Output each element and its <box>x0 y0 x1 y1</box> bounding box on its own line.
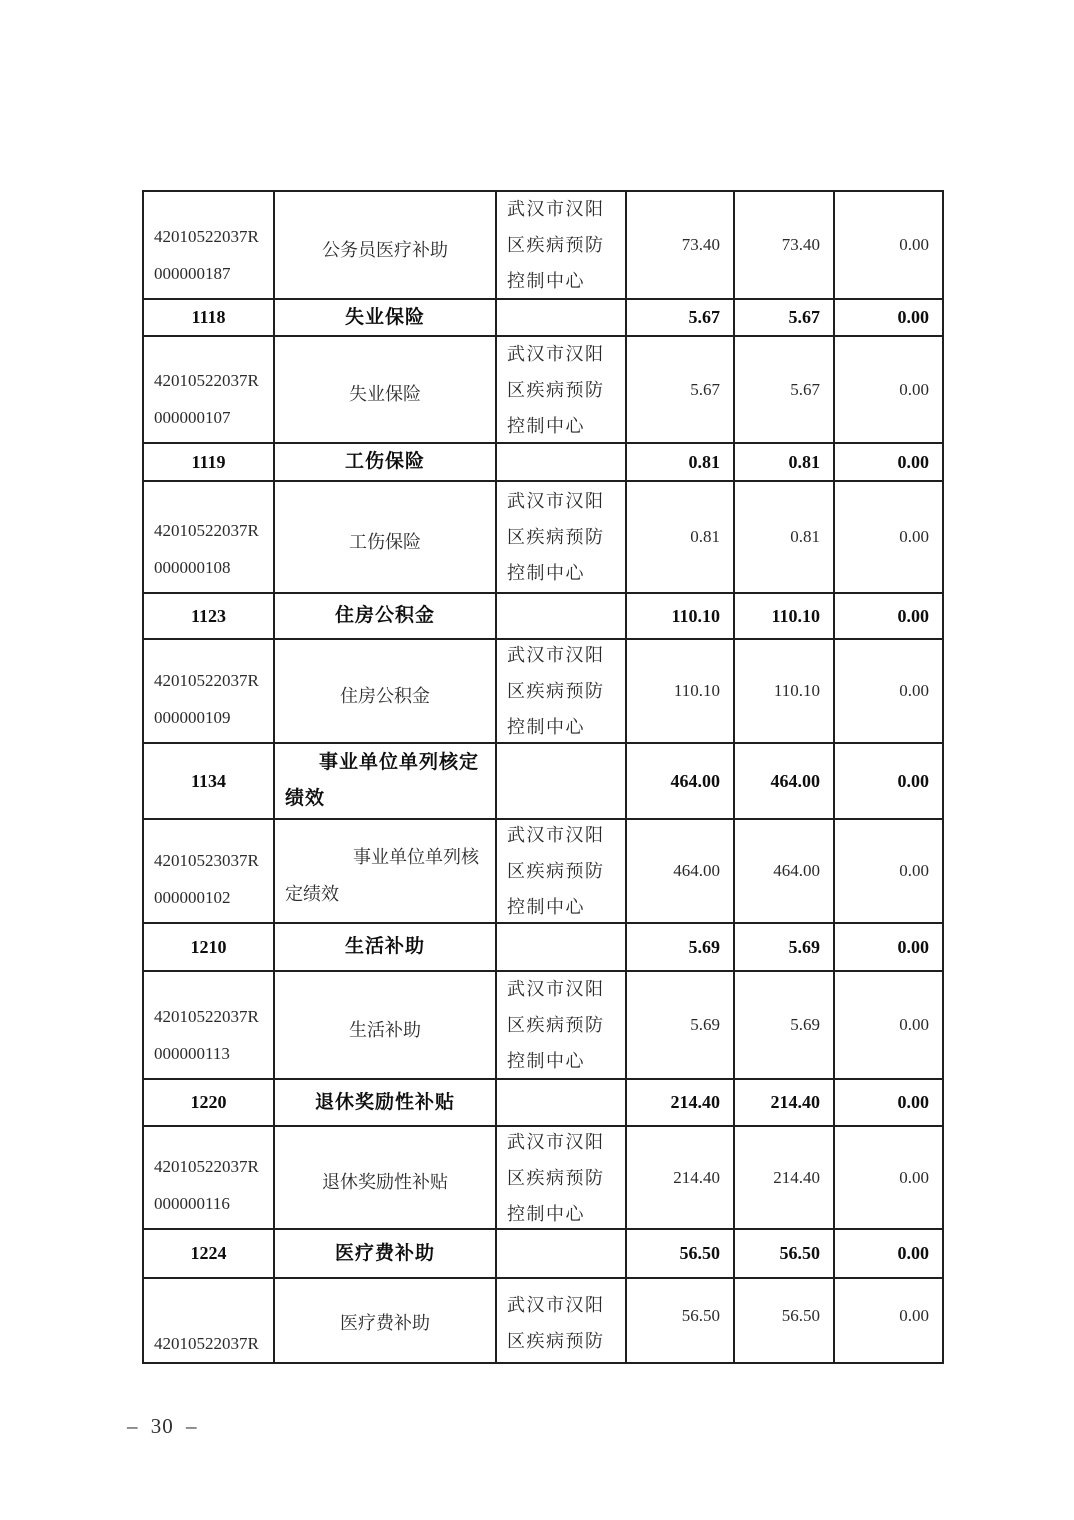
code-line: 42010523037R <box>154 851 259 870</box>
value-cell <box>835 744 944 820</box>
unit-line: 区疾病预防 <box>507 235 605 255</box>
value-text: 5.67 <box>788 307 820 327</box>
value-text: 5.67 <box>688 307 720 327</box>
name-cell <box>275 1080 497 1127</box>
code-line: 000000116 <box>154 1194 230 1213</box>
name-cell <box>275 1127 497 1230</box>
unit-line: 控制中心 <box>507 1203 585 1224</box>
unit-cell <box>497 482 627 594</box>
value-cell <box>735 444 835 482</box>
name-line: 住房公积金 <box>334 605 435 626</box>
name-cell <box>275 820 497 924</box>
unit-line: 区疾病预防 <box>507 861 605 881</box>
name-line: 退休奖励性补贴 <box>314 1091 455 1113</box>
value-cell <box>627 192 735 300</box>
unit-line: 区疾病预防 <box>507 681 605 701</box>
value-cell <box>735 924 835 972</box>
unit-line: 武汉市汉阳 <box>507 1131 605 1152</box>
name-line: 公务员医疗补助 <box>322 239 448 260</box>
value-text: 464.00 <box>673 861 720 880</box>
value-cell <box>735 482 835 594</box>
code-line: 000000102 <box>154 888 231 907</box>
code-line: 1220 <box>190 1092 227 1113</box>
unit-line: 控制中心 <box>507 563 585 583</box>
name-cell <box>275 300 497 337</box>
value-text: 73.40 <box>681 235 720 254</box>
code-cell <box>144 1230 275 1279</box>
unit-cell <box>497 300 627 337</box>
code-cell <box>144 820 275 924</box>
code-cell <box>144 594 275 640</box>
code-line: 42010522037R <box>154 1007 259 1026</box>
code-cell <box>144 1127 275 1230</box>
value-text: 0.00 <box>897 936 929 957</box>
unit-cell <box>497 924 627 972</box>
value-cell <box>627 820 735 924</box>
value-text: 0.00 <box>899 1167 929 1187</box>
unit-cell <box>497 1279 627 1364</box>
value-cell <box>835 594 944 640</box>
value-text: 0.00 <box>897 770 929 791</box>
name-line: 生活补助 <box>349 1019 421 1040</box>
name-cell <box>275 1279 497 1364</box>
unit-cell <box>497 972 627 1080</box>
code-cell <box>144 1279 275 1364</box>
value-cell <box>735 744 835 820</box>
name-cell <box>275 972 497 1080</box>
unit-cell <box>497 744 627 820</box>
value-cell <box>627 1127 735 1230</box>
unit-cell <box>497 192 627 300</box>
unit-line: 区疾病预防 <box>507 1167 605 1188</box>
value-text: 0.00 <box>899 379 929 399</box>
value-text: 0.00 <box>899 527 929 546</box>
value-text: 464.00 <box>770 770 820 791</box>
code-line: 1210 <box>190 936 227 957</box>
value-text: 5.69 <box>788 936 820 957</box>
value-cell <box>735 972 835 1080</box>
value-text: 5.67 <box>790 379 820 399</box>
value-text: 464.00 <box>773 861 820 880</box>
name-cell <box>275 482 497 594</box>
code-cell <box>144 337 275 444</box>
value-text: 214.40 <box>673 1167 720 1187</box>
code-cell <box>144 972 275 1080</box>
code-line: 42010522037R <box>154 671 259 690</box>
unit-line: 武汉市汉阳 <box>507 491 605 511</box>
code-line: 000000187 <box>154 264 231 283</box>
code-cell <box>144 924 275 972</box>
value-cell <box>735 300 835 337</box>
value-cell <box>835 1230 944 1279</box>
unit-line: 控制中心 <box>507 897 585 917</box>
name-cell <box>275 337 497 444</box>
unit-cell <box>497 444 627 482</box>
name-line: 住房公积金 <box>340 685 430 706</box>
name-line: 生活补助 <box>344 936 425 957</box>
budget-table <box>142 190 944 1364</box>
name-line: 事业单位单列核定 <box>318 752 479 773</box>
name-line: 医疗费补助 <box>334 1242 435 1264</box>
value-text: 0.00 <box>897 605 929 626</box>
value-text: 73.40 <box>781 235 820 254</box>
value-text: 0.00 <box>899 861 929 880</box>
value-text: 0.81 <box>688 451 720 472</box>
name-cell <box>275 594 497 640</box>
code-cell <box>144 300 275 337</box>
name-cell <box>275 924 497 972</box>
code-line: 42010522037R <box>154 1157 259 1176</box>
value-text: 0.00 <box>899 1306 929 1325</box>
value-cell <box>835 640 944 744</box>
name-cell <box>275 444 497 482</box>
unit-cell <box>497 1080 627 1127</box>
value-text: 110.10 <box>773 681 820 700</box>
code-line: 42010522037R <box>154 371 259 390</box>
name-cell <box>275 1230 497 1279</box>
unit-line: 武汉市汉阳 <box>507 343 605 364</box>
code-line: 1118 <box>191 307 226 328</box>
code-line: 000000113 <box>154 1044 230 1063</box>
name-line: 工伤保险 <box>344 451 425 472</box>
value-text: 0.00 <box>899 235 929 254</box>
name-cell <box>275 192 497 300</box>
value-text: 214.40 <box>670 1092 720 1112</box>
name-line: 失业保险 <box>349 384 421 404</box>
unit-cell <box>497 337 627 444</box>
value-cell <box>627 1080 735 1127</box>
value-text: 110.10 <box>771 605 820 626</box>
value-cell <box>835 337 944 444</box>
unit-line: 武汉市汉阳 <box>507 825 605 845</box>
value-cell <box>627 972 735 1080</box>
value-cell <box>835 972 944 1080</box>
value-text: 214.40 <box>773 1167 820 1187</box>
name-line: 定绩效 <box>285 884 339 904</box>
unit-line: 武汉市汉阳 <box>507 645 605 665</box>
value-text: 5.69 <box>688 936 720 957</box>
unit-cell <box>497 1230 627 1279</box>
code-line: 1119 <box>191 451 226 472</box>
name-cell <box>275 640 497 744</box>
value-text: 0.00 <box>899 681 929 700</box>
value-cell <box>735 192 835 300</box>
value-cell <box>735 1230 835 1279</box>
code-line: 000000107 <box>154 408 231 427</box>
value-text: 5.67 <box>690 379 720 399</box>
value-cell <box>627 924 735 972</box>
value-cell <box>835 820 944 924</box>
code-line: 1224 <box>190 1243 227 1264</box>
unit-line: 区疾病预防 <box>507 1015 605 1035</box>
name-cell <box>275 744 497 820</box>
value-cell <box>627 482 735 594</box>
unit-cell <box>497 594 627 640</box>
value-cell <box>735 640 835 744</box>
unit-line: 区疾病预防 <box>507 527 605 547</box>
value-cell <box>627 444 735 482</box>
value-cell <box>627 1230 735 1279</box>
unit-cell <box>497 1127 627 1230</box>
code-cell <box>144 192 275 300</box>
name-line: 事业单位单列核 <box>353 847 479 867</box>
name-line: 工伤保险 <box>349 531 421 552</box>
code-cell <box>144 482 275 594</box>
value-text: 0.00 <box>897 451 929 472</box>
code-cell <box>144 744 275 820</box>
value-text: 5.69 <box>790 1015 820 1034</box>
value-text: 56.50 <box>781 1306 820 1325</box>
value-cell <box>735 820 835 924</box>
value-cell <box>627 594 735 640</box>
value-text: 56.50 <box>681 1306 720 1325</box>
value-cell <box>835 192 944 300</box>
name-line: 失业保险 <box>344 306 425 328</box>
value-text: 0.00 <box>897 307 929 327</box>
unit-cell <box>497 640 627 744</box>
value-cell <box>735 1279 835 1364</box>
unit-cell <box>497 820 627 924</box>
value-text: 214.40 <box>770 1092 820 1112</box>
value-text: 110.10 <box>673 681 720 700</box>
unit-line: 武汉市汉阳 <box>507 199 605 219</box>
value-text: 464.00 <box>670 770 720 791</box>
value-text: 5.69 <box>690 1015 720 1034</box>
value-cell <box>627 300 735 337</box>
value-cell <box>735 337 835 444</box>
value-text: 0.81 <box>788 451 820 472</box>
value-cell <box>627 1279 735 1364</box>
value-cell <box>735 1080 835 1127</box>
value-cell <box>835 1279 944 1364</box>
code-line: 42010522037R <box>154 521 259 540</box>
code-line: 1123 <box>190 605 226 626</box>
value-cell <box>835 1127 944 1230</box>
name-line: 绩效 <box>285 788 326 809</box>
code-line: 000000108 <box>154 558 231 577</box>
unit-line: 武汉市汉阳 <box>507 1295 605 1315</box>
value-text: 0.81 <box>690 527 720 546</box>
value-cell <box>835 924 944 972</box>
value-cell <box>735 594 835 640</box>
page-number: – 30 – <box>127 1414 198 1438</box>
value-cell <box>735 1127 835 1230</box>
code-cell <box>144 640 275 744</box>
value-cell <box>627 744 735 820</box>
code-line: 000000109 <box>154 708 231 727</box>
value-cell <box>835 1080 944 1127</box>
value-cell <box>835 300 944 337</box>
unit-line: 武汉市汉阳 <box>507 979 605 999</box>
unit-line: 控制中心 <box>507 271 585 291</box>
code-cell <box>144 1080 275 1127</box>
code-cell <box>144 444 275 482</box>
unit-line: 控制中心 <box>507 415 585 436</box>
value-cell <box>627 337 735 444</box>
unit-line: 控制中心 <box>507 717 585 737</box>
code-line: 1134 <box>190 770 226 791</box>
value-text: 0.00 <box>899 1015 929 1034</box>
value-text: 56.50 <box>779 1243 820 1263</box>
code-line: 42010522037R <box>154 227 259 246</box>
value-text: 0.00 <box>897 1243 929 1263</box>
value-cell <box>835 444 944 482</box>
value-text: 0.81 <box>790 527 820 546</box>
unit-line: 区疾病预防 <box>507 379 605 400</box>
value-text: 0.00 <box>897 1092 929 1112</box>
value-text: 110.10 <box>671 605 720 626</box>
code-line: 42010522037R <box>154 1334 259 1353</box>
value-cell <box>835 482 944 594</box>
name-line: 退休奖励性补贴 <box>322 1172 448 1192</box>
value-cell <box>627 640 735 744</box>
unit-line: 控制中心 <box>507 1051 585 1071</box>
name-line: 医疗费补助 <box>340 1313 430 1333</box>
value-text: 56.50 <box>679 1243 720 1263</box>
unit-line: 区疾病预防 <box>507 1331 605 1351</box>
